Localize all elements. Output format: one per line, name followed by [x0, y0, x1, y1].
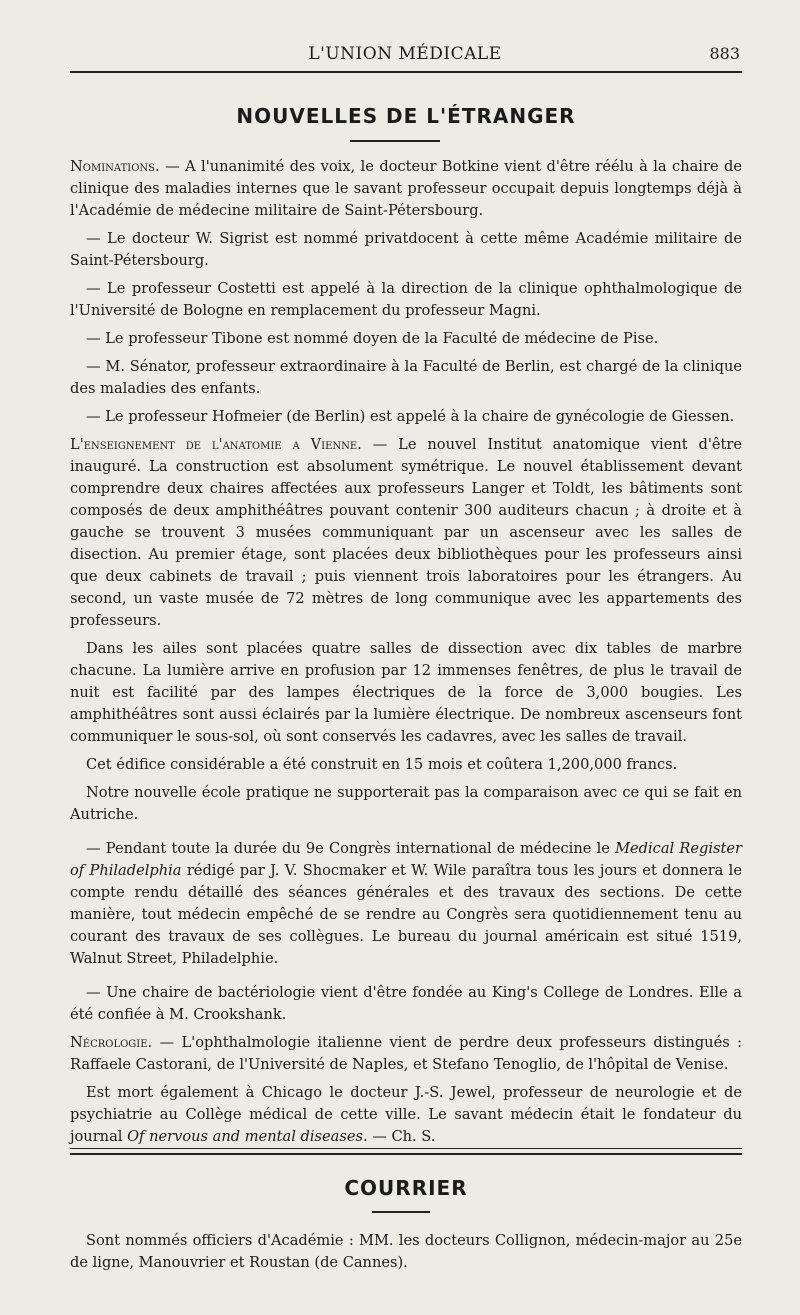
paragraph-nominations [70, 156, 742, 222]
journal-name: Of nervous and mental diseases [127, 1128, 363, 1145]
section-title-nouvelles: NOUVELLES DE L'ÉTRANGER [236, 104, 576, 128]
paragraph-text: — Le nouvel Institut anatomique vient d'être inauguré. La construction est absolument symétrique. Le nouvel établissement devant comprendre deux chaires affectées aux professeurs Langer et Toldt, les bâtiments sont composés de deux amphithéâtres pouvant contenir 300 auditeurs chacun ; à droite et à gauche se trouvent 3 musées communiquant par un ascenseur avec les salles de disection. Au premier étage, sont placées deux bibliothèques pour les professeurs ainsi que deux cabinets de travail ; puis viennent trois laboratoires pour les étrangers. Au second, un vaste musée de 72 mètres de long communique avec les appartements des professeurs. [70, 436, 742, 629]
header-rule [70, 71, 742, 73]
paragraph-text: rédigé par J. V. Shocmaker et W. Wile paraîtra tous les jours et donnera le compte rendu détaillé des séances générales et des travaux des sections. De cette manière, tout médecin empêché de se rendre au Congrès sera quotidiennement tenu au courant des travaux de ses collègues. Le bureau du journal américain est situé 1519, Walnut Street, Philadelphie. [70, 862, 742, 967]
paragraph-jewel [70, 1082, 742, 1148]
journal-title: L'UNION MÉDICALE [308, 44, 502, 64]
section-divider [70, 1148, 742, 1155]
journal-name: Medical Register of Philadelphia [70, 840, 742, 879]
paragraph: — Le docteur W. Sigrist est nommé privatdocent à cette même Académie militaire de Saint-Pétersbourg. [70, 230, 742, 269]
paragraph: — M. Sénator, professeur extraordinaire à la Faculté de Berlin, est chargé de la clinique des maladies des enfants. [70, 358, 742, 397]
courrier-body [70, 1230, 742, 1274]
paragraph-text: — A l'unanimité des voix, le docteur Botkine vient d'être réélu à la chaire de clinique des maladies internes que le savant professeur occupait depuis longtemps déjà à l'Académie de médecine militaire de Saint-Pétersbourg. [70, 158, 742, 219]
paragraph-necrologie [70, 1032, 742, 1076]
paragraph-text: — L'ophthalmologie italienne vient de perdre deux professeurs distingués : Raffaele Castorani, de l'Université de Naples, et Stefano Tenoglio, de l'hôpital de Venise. [70, 1034, 742, 1073]
paragraph: — Le professeur Tibone est nommé doyen de la Faculté de médecine de Pise. [86, 330, 659, 347]
paragraph-text: — Pendant toute la durée du 9e Congrès international de médecine le [86, 840, 616, 857]
paragraph: Dans les ailes sont placées quatre salles de dissection avec dix tables de marbre chacune. La lumière arrive en profusion par 12 immenses fenêtres, de plus le travail de nuit est facilité par des lampes électriques de la force de 3,000 bougies. Les amphithéâtres sont aussi éclairés par la lumière électrique. De nombreux ascenseurs font communiquer le sous-sol, où sont conservés les cadavres, avec les salles de travail. [70, 640, 742, 745]
rubric-lead: Nécrologie. [70, 1034, 153, 1051]
rubric-lead: Nominations. [70, 158, 160, 175]
article-body [70, 156, 742, 1154]
page-number: 883 [709, 44, 740, 63]
paragraph: — Le professeur Hofmeier (de Berlin) est appelé à la chaire de gynécologie de Giessen. [86, 408, 735, 425]
rubric-lead: L'enseignement de l'anatomie a Vienne. [70, 436, 362, 453]
running-header [70, 44, 740, 70]
paragraph: Sont nommés officiers d'Académie : MM. les docteurs Collignon, médecin-major au 25e de ligne, Manouvrier et Roustan (de Cannes). [70, 1232, 742, 1271]
paragraph: — Le professeur Costetti est appelé à la direction de la clinique ophthalmologique de l'Université de Bologne en remplacement du professeur Magni. [70, 280, 742, 319]
section-title-courrier: COURRIER [344, 1176, 468, 1200]
paragraph-text: Est mort également à Chicago le docteur J.-S. Jewel, professeur de neurologie et de psychiatrie au Collège médical de cette ville. Le savant médecin était le fondateur du journal [70, 1084, 742, 1145]
title-underline [350, 140, 440, 142]
paragraph: Cet édifice considérable a été construit en 15 mois et coûtera 1,200,000 francs. [86, 756, 678, 773]
paragraph: — Une chaire de bactériologie vient d'être fondée au King's College de Londres. Elle a été confiée à M. Crookshank. [70, 984, 742, 1023]
paragraph-text: . — Ch. S. [362, 1128, 436, 1145]
paragraph-anatomie-vienne [70, 434, 742, 632]
title-underline [372, 1211, 430, 1213]
paragraph: Notre nouvelle école pratique ne supporterait pas la comparaison avec ce qui se fait en Autriche. [70, 784, 742, 823]
paragraph-congres [70, 838, 742, 970]
